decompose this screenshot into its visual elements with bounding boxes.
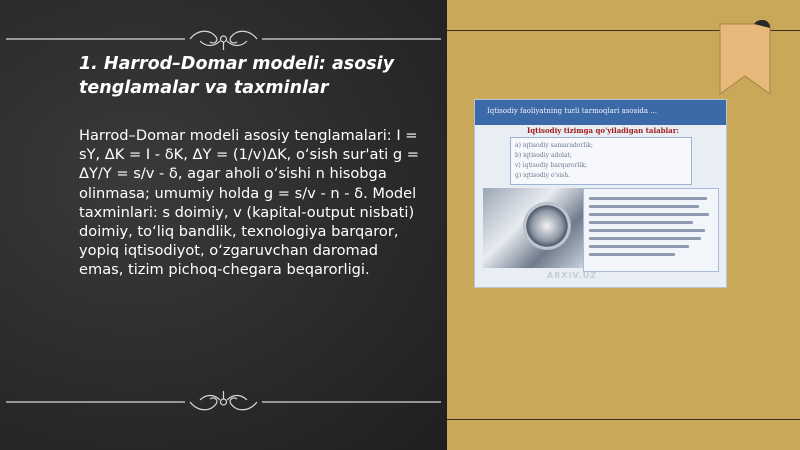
watermark: ARXIV.UZ	[547, 271, 597, 280]
gear-icon	[523, 202, 571, 250]
picture-list-box	[510, 137, 692, 185]
picture-note-box	[583, 188, 719, 272]
bottom-ornament-icon	[0, 390, 447, 414]
text-line	[589, 213, 709, 216]
text-line	[589, 253, 675, 256]
gear-photo	[483, 188, 583, 268]
bookmark-icon	[718, 20, 772, 96]
text-line	[589, 237, 701, 240]
text-line	[589, 205, 699, 208]
picture-header-text: Iqtisodiy faoliyatning turli tarmoqlari asosida ...	[487, 107, 657, 115]
divider-line	[447, 419, 800, 420]
list-item: v) iqtisodiy barqarorlik;	[515, 162, 588, 169]
list-item: g) iqtisodiy o'sish.	[515, 172, 571, 179]
list-item: b) iqtisodiy adolat;	[515, 152, 572, 159]
list-item: a) iqtisodiy samaradorlik;	[515, 142, 593, 149]
text-line	[589, 229, 705, 232]
top-ornament-icon	[0, 27, 447, 51]
text-line	[589, 245, 689, 248]
picture-header	[475, 100, 726, 125]
slide-body: Harrod–Domar modeli asosiy tenglamalari: I = sY, ΔK = I - δK, ΔY = (1/v)ΔK, o‘sish sur'ati g = ΔY/Y = s/v - δ, agar aholi o‘sishi n hisobga olinmasa; umumiy holda g = s/v - n - δ. Model taxminlari: s doimiy, v (kapital-output nisbati) doimiy, to‘liq bandlik, texnologiya barqaror, yopiq iqtisodiyot, o‘zgaruvchan daromad emas, tizim pichoq-chegara beqarorligi.	[79, 127, 420, 279]
slide-picture	[474, 99, 727, 288]
text-line	[589, 197, 707, 200]
picture-subheader: Iqtisodiy tizimga qo'yiladigan talablar:	[527, 126, 679, 135]
slide-title: 1. Harrod–Domar modeli: asosiy tenglamalar va taxminlar	[79, 54, 395, 98]
text-line	[589, 221, 693, 224]
